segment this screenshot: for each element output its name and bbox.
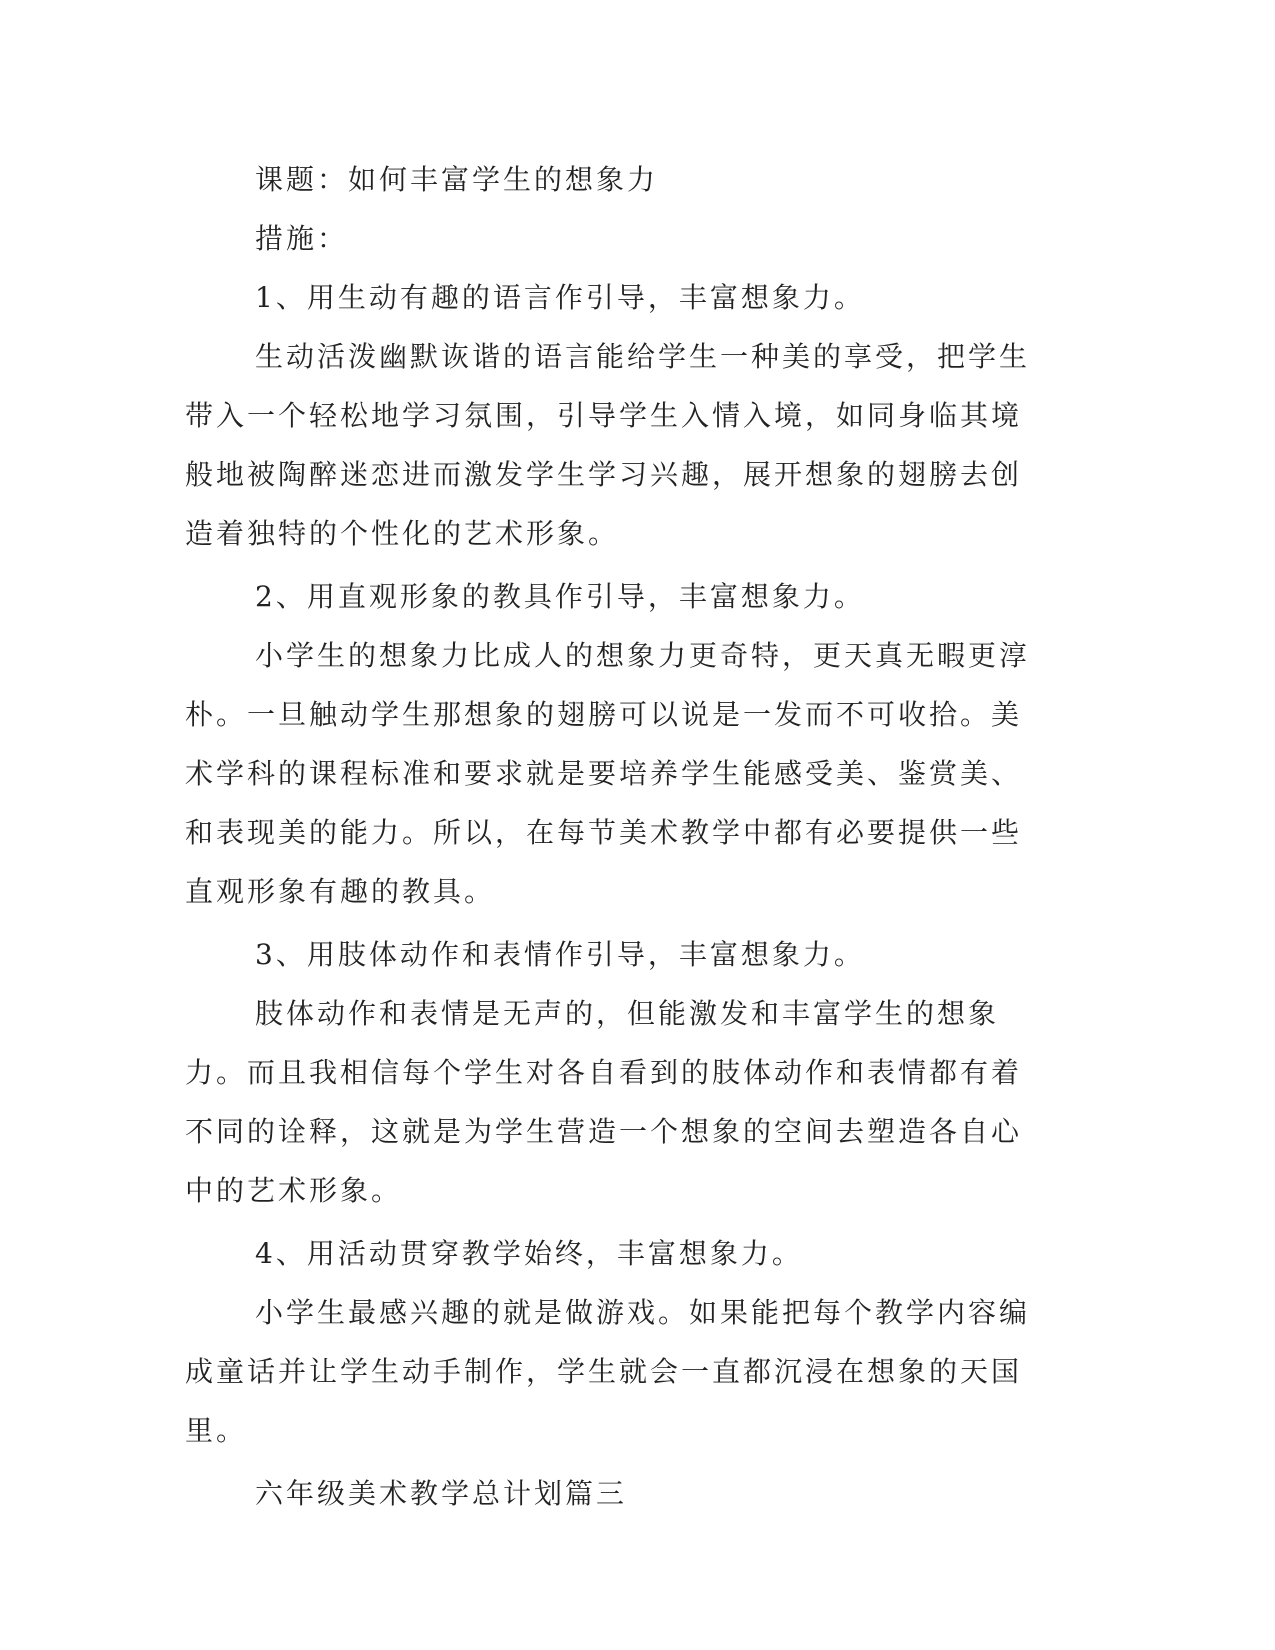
section-body-1: 生动活泼幽默诙谐的语言能给学生一种美的享受，把学生带入一个轻松地学习氛围，引导学生入情入境，如同身临其境般地被陶醉迷恋进而激发学生学习兴趣，展开想象的翅膀去创造着独特的个性化的艺术形象。 — [185, 340, 1031, 550]
topic-title: 课题：如何丰富学生的想象力 — [255, 163, 659, 196]
section-heading-4: 4、用活动贯穿教学始终，丰富想象力。 — [255, 1237, 803, 1270]
section-body-2: 小学生的想象力比成人的想象力更奇特，更天真无暇更淳朴。一旦触动学生那想象的翅膀可以说是一发而不可收拾。美术学科的课程标准和要求就是要培养学生能感受美、鉴赏美、和表现美的能力。所以，在每节美术教学中都有必要提供一些直观形象有趣的教具。 — [185, 639, 1031, 908]
document-page — [185, 150, 1035, 1523]
section-heading-2: 2、用直观形象的教具作引导，丰富想象力。 — [255, 580, 865, 613]
section-heading-3: 3、用肢体动作和表情作引导，丰富想象力。 — [255, 938, 865, 971]
section-body-4: 小学生最感兴趣的就是做游戏。如果能把每个教学内容编成童话并让学生动手制作，学生就会一直都沉浸在想象的天国里。 — [185, 1296, 1031, 1447]
closing-title: 六年级美术教学总计划篇三 — [255, 1477, 628, 1510]
section-heading-1: 1、用生动有趣的语言作引导，丰富想象力。 — [255, 281, 865, 314]
section-body-3: 肢体动作和表情是无声的，但能激发和丰富学生的想象力。而且我相信每个学生对各自看到的肢体动作和表情都有着不同的诠释，这就是为学生营造一个想象的空间去塑造各自心中的艺术形象。 — [185, 997, 1023, 1207]
measures-label: 措施： — [255, 222, 349, 255]
